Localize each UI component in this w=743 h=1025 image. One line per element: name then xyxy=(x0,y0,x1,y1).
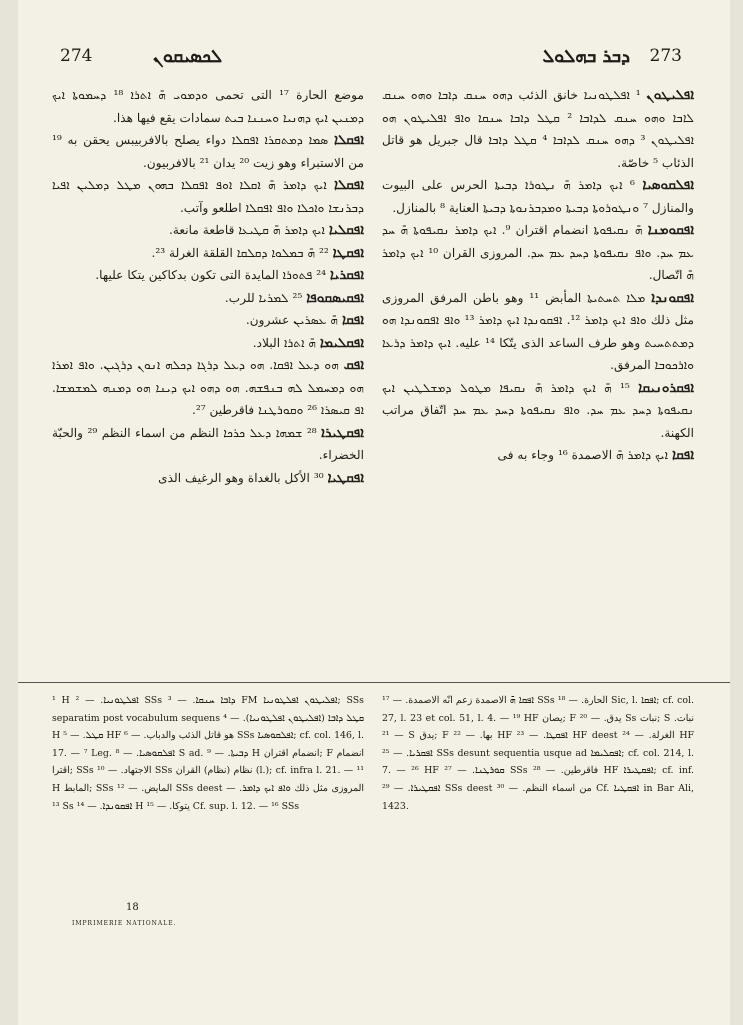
entry-lemma: ܐܦܩ xyxy=(343,357,364,373)
entry-text: ܗ̄ ܥܣܪܝܢ عشرون. xyxy=(245,313,339,327)
entry-text: ܡܠܐ ܬܚܬܝܬܐ المأبض ¹¹ وهو باطن المرفق المروزى مثل ذلك ܘܐܦ ܐܝܟ ܕܐܡܪ ¹². ܐܦܩܘܢܕܐ ܐܝܟ ܕܐܡܪ ¹³ ܘܐܦ ܐܦܩܘܢܕܐ ܗܘ ܕܡܬܬܚܝܬ وهو طرف الساعد الذى يتّكا ¹⁴ عليه. ܐܝܟ ܕܐܡܪ ܕܪܥܐ ܘܐܪܟܘܒܐ المرفق. xyxy=(382,290,694,372)
entry-lemma: ܐܦܩܠܐ xyxy=(334,177,364,193)
entry-lemma: ܐܦܩܘܢܕܐ xyxy=(651,289,694,306)
page xyxy=(18,0,730,1025)
footnotes-right xyxy=(382,692,694,892)
entry-text: ⁶ ܐܝܟ ܕܐܡܪ ܗ̄ ܢܛܘܪܐ ܕܒܝܬܐ الحرس على البيوت والمنازل ⁷ ܘܢܛܘܪܘܬܐ ܕܒܝܬܐ ܘܡܕܒܪܢܘܬܐ ܕܒܝܬܐ العناية ⁸ بالمنازل. xyxy=(382,178,694,215)
entry-lemma: ܐܦܠܝܛܘܢ xyxy=(646,87,694,103)
entry-text: موضع الحارة ¹⁷ التى تحمى ܘܕܡܘܝ ܗ̄ ܐܬܪܐ ¹⁸ ܕܚܡܘܬܐ ܐܝܟ ܕܡܢܝܢ ܐܝܟ ܕܗܢܝܐ ܘܚܢܢܐ ܒܝܬ سمادات يقع فيها هذا. xyxy=(52,88,364,125)
entry-text: ²⁴ ܦܬܘܪܐ المايدة التى تكون بدكاكين يتكا عليها. xyxy=(95,268,327,282)
left-page-number: 274 xyxy=(60,46,93,66)
entry-text: ܗ̄ ܢܩܝܦܘܬܐ انضمام اقتران ⁹. ܐܝܟ ܕܐܡܪ ܢܩܝܦܘܬܐ ܗ̄ ܚܕ ܥܡ ܚܕ. ܘܐܦ ܢܩܝܦܘܬܐ ܕܚܕ ܥܡ ܚܕ. المروزى القران ¹⁰ ܐܝܟ ܕܐܡܪ ܗ̄ اتّصال. xyxy=(382,223,694,282)
entry xyxy=(382,287,694,377)
entry-text: ²² ܗ̄ ܒܡܠܘܐ ܕܩܠܩܐ القلقة الغرلة ²³. xyxy=(151,245,329,260)
entry xyxy=(382,84,694,174)
entry xyxy=(52,287,364,310)
footnotes-left xyxy=(52,692,364,892)
page-header xyxy=(18,44,730,74)
footnote-text: ܐܦܩܐ ܗ̄ الاصمدة زعم انّه الاصمدة. — ¹⁷ SSs الحارة. — ¹⁸ Sic, l. ܐܦܩܐ; cf. col. 27, l. 23 et col. 51, l. 4. — ¹⁹ HF يصان; F يدق. — ²⁰ Ss نبات; S نبات. — ²¹ S يدق; F بها. — ²² HF ܐܦܩܛܐ. — ²³ HF deest الغرلة. — ²⁴ HF ܐܦܩܪܝܐ. — ²⁵ SSs desunt sequentia usque ad ܐܦܩܠܝܡܐ; cf. col. 214, l. 7. — ²⁶ HF ܩܘܪܛܢܐ. — ²⁷ SSs فاقرطين. — ²⁸ HF ܐܦܩܛܝܪܐ; cf. inf. ܐܦܩܛܝܪܐ. — ²⁹ SSs deest من اسماء النظم. — ³⁰ Cf. ܐܦܩܛܝܐ in Bar Ali, 1423. xyxy=(382,695,694,812)
entry-lemma: ܐܦܩܐ xyxy=(671,447,694,463)
entry-text: ܐܝܟ ܕܐܡܪ ܗ̄ الاصمدة ¹⁶ وجاء به فى xyxy=(497,448,669,462)
entry xyxy=(52,174,364,219)
entry-text: ¹⁵ ܗ̄ ܐܝܟ ܕܐܡܪ ܗ̄ ܢܩܝܦܐ ܡܛܘܠ ܕܡܫܠܛܝܢ ܐܝܟ ܢܩܝܦܘܬܐ ܕܚܕ ܥܡ ܚܕ. ܘܐܦ ܢܩܝܦܘܬܐ ܕܚܕ ܥܡ ܚܕ اتّفاق مراتب الكهنة. xyxy=(382,380,694,440)
entry-text: ²⁵ ܠܡܪܝܐ للرب. xyxy=(224,290,303,305)
entry-lemma: ܐܦܩܛܝܪܐ xyxy=(321,424,364,441)
entry-text: ܣܡܐ ܕܡܬܩܪܐ ܐܦܩܠܐ دواء يصلح بالافربيبس يحقن به ¹⁹ من الاستبراء وهو زيت ²⁰ يدان ²¹ بالافربيون. xyxy=(52,133,364,170)
entry xyxy=(382,377,694,445)
entry xyxy=(52,129,364,174)
entry xyxy=(52,354,364,422)
entry xyxy=(52,332,364,355)
entry-text: ܗ̄ ܐܬܪܐ البلاد. xyxy=(252,335,317,350)
entry-lemma: ܐܦܩܠܐ xyxy=(334,132,364,148)
entry xyxy=(52,467,364,490)
entry-lemma: ܐܦܩܘܡܢܐ xyxy=(647,222,694,238)
entry-lemma: ܐܦܩܛܝܐ xyxy=(327,469,364,486)
entry xyxy=(52,84,364,129)
entry xyxy=(52,309,364,332)
printer-imprint: IMPRIMERIE NATIONALE. xyxy=(72,920,177,927)
left-text-column xyxy=(52,84,364,676)
entry-lemma: ܐܦܩܛܐ xyxy=(332,244,364,261)
entry-lemma: ܐܦܩܠܝܐ xyxy=(328,222,364,238)
entry xyxy=(382,219,694,287)
entry xyxy=(52,264,364,287)
entry-lemma: ܐܦܠܩܘܣܝܐ xyxy=(642,177,694,193)
footnote-text: ¹ H ܐܦܠܛܘܢܝܐ. — ² SSs ܕܐܒܐ ܚܢܩܐ. — ³ FM ܐܦܠܝܛܘܢ ܐܦܠܛܘܢܝܐ; SSs separatim post vocabulum sequens ܩܛܠ ܕܐܒܐ (ܐܦܠܝܛܘܢ ܐܦܠܛܘܢܝܐ). — ⁴ H ܩܛܠ. — ⁵ HF هو قاتل الذئب والدباب. — ⁶ SSs ܐܦܠܩܘܣܝܐ; cf. col. 146, l. 17. — ⁷ Leg. ܐܦܠܩܘܣܝܐ. — ⁸ S ad. ܕܒܝܬܐ. — ⁹ H انضمام اقتران; F انضمام اقترا; SSs الاجتهاد. — ¹⁰ SSs نظام (نظام) القران (l.); cf. infra l. 21. — ¹¹ H المابط; SSs المايض. — ¹² SSs deest المروزى مثل ذلك ܘܐܦ ܐܝܟ ܕܐܡܪ. — ¹³ Ss ܐܦܩܘܢܕܐ. — ¹⁴ H يتوكا. — ¹⁵ Cf. sup. l. 12. — ¹⁶ SSs xyxy=(52,695,364,812)
entry-text: ³⁰ الأكل بالغداة وهو الرغيف الذى xyxy=(158,470,324,485)
entry-text: ¹ ܐܦܠܛܘܢܝܐ خانق الذئب ܕܗܘ ܚܢܩ ܕܐܒܐ ܘܗܘ ܚܢܩ ܠܐܒܐ ܘܗܘ ܚܢܩ ܠܕܐܒܐ ² ܩܛܠ ܕܐܒܐ ܚܢܩܐ ܘܐܦ ܐܦܠܝܛܘܢ ܗܘ ܐܦܠܝܛܘܢ ³ ܕܗܘ ܚܢܩ ܠܕܐܒܐ ⁴ ܩܛܠ ܕܐܒܐ قال جبريل هو قاتل الذئاب ⁵ خاصّة. xyxy=(382,88,694,170)
entry-lemma: ܐܦܩܪܝܐ xyxy=(329,267,364,283)
entry-lemma: ܐܦܩܪܘܢܝܩܐ xyxy=(638,379,694,396)
entry xyxy=(52,422,364,467)
entry-lemma: ܐܦܩܝܣܩܘܦܐ xyxy=(306,289,364,306)
entry xyxy=(52,219,364,242)
entry-text: ܗܘ ܕܥܠ ܐܦܩܐ. ܗܘ ܕܥܠ ܕܪܓܐ ܕܟܠܗ ܐܢܘܢ ܕܪܓܝܢ. ܘܐܦ ܐܡܪܐ ܗܘ ܕܡܚܡܠ ܠܗ ܒܢܦܫܗ. ܗܘ ܕܗܘ ܐܝܟ ܕܝܢܐ ܗܘ ܕܡܢܗ ܠܡܫܡܫܐ. ܐܦ ܩܝܣܪܐ ²⁶ ܘܩܘܪܛܢܐ فاقرطين ²⁷. xyxy=(52,358,364,417)
entry xyxy=(52,242,364,265)
right-page-number: 273 xyxy=(649,46,682,66)
entry-text: ܐܝܟ ܕܐܡܪ ܗ̄ ܩܛܝܥܐ قاطعة مانعة. xyxy=(169,223,325,237)
right-text-column xyxy=(382,84,694,676)
signature-mark: 18 xyxy=(126,902,139,913)
right-running-title: ܕܒܪ ܒܗܠܘܠ xyxy=(542,46,630,67)
entry-lemma: ܐܦܩܠܝܡܐ xyxy=(319,334,364,351)
footnote-divider xyxy=(18,682,730,683)
left-running-title: ܠܟܣܝܩܘܢ xyxy=(153,46,223,67)
entry-text: ²⁸ ܫܡܗܐ ܕܥܠ ܟܪܟܐ النظم من اسماء النظم ²⁹ والحبّة الخضراء. xyxy=(52,425,364,462)
entry xyxy=(382,444,694,467)
entry xyxy=(382,174,694,219)
entry-lemma: ܐܦܩܐ xyxy=(341,312,364,328)
entry-text: ܐܝܟ ܕܐܡܪ ܗ̄ ܐܩܠܐ ܐܘܦ ܐܦܩܠܐ ܒܗܘܢ ܡܛܠ ܕܡܠܝܢ ܐܦܝܐ ܕܒܪܢܫܐ ܘܐܟܠܐ ܘܐܦ ܐܦܩܠܐ اطلعو وآتب. xyxy=(52,178,364,215)
